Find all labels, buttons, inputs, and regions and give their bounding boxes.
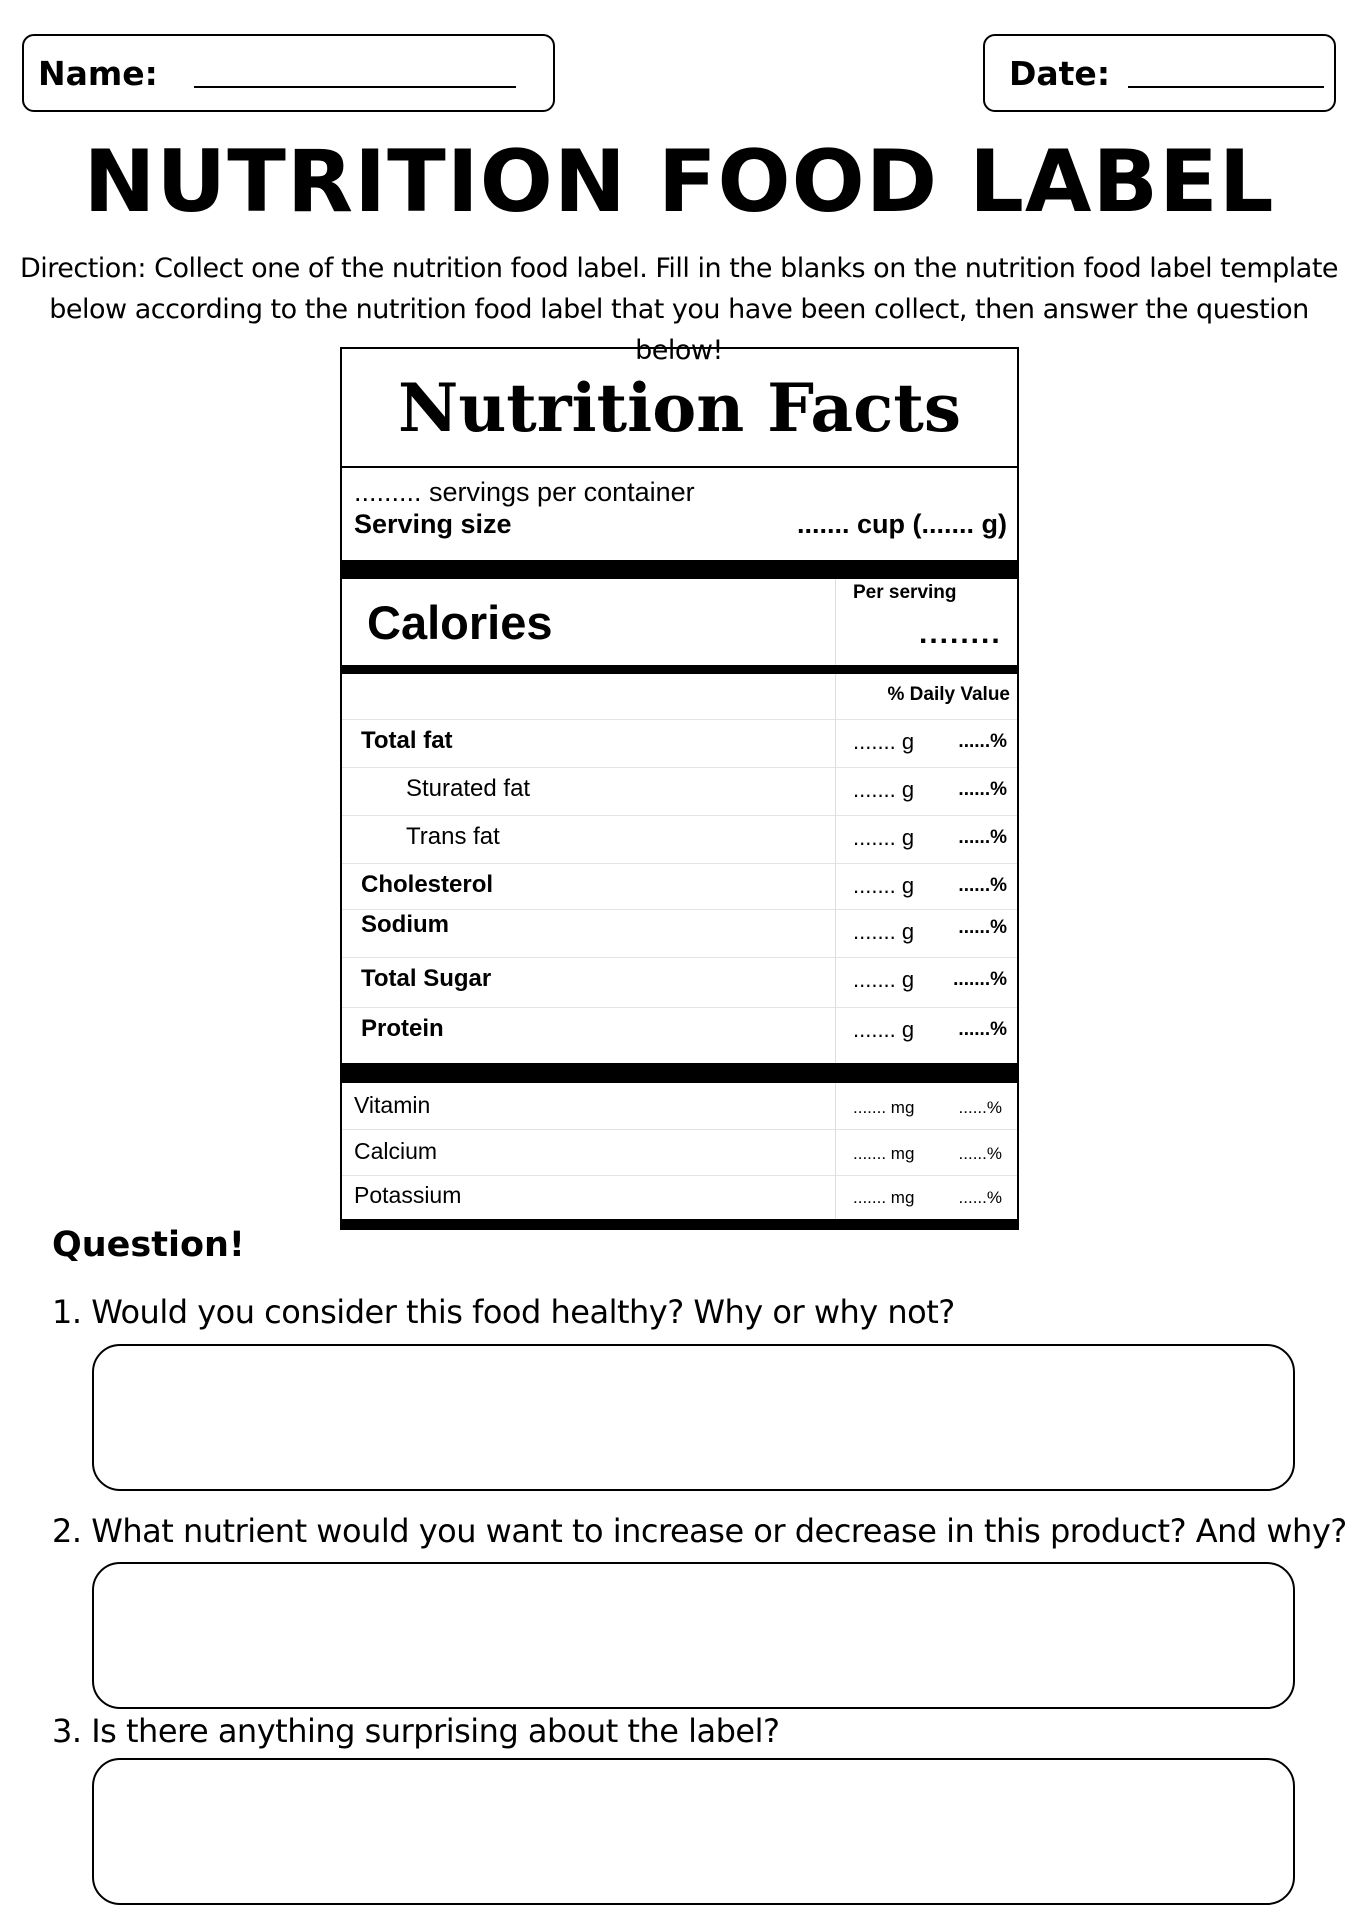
per-serving-label: Per serving [853, 582, 957, 603]
thick-divider [342, 1063, 1017, 1083]
vitamin-name: Vitamin [354, 1092, 431, 1118]
nutrient-percent: .......% [953, 969, 1007, 990]
question-3-answer-box[interactable] [92, 1758, 1295, 1905]
vitamin-percent: ......% [958, 1188, 1002, 1207]
calories-label: Calories [367, 596, 553, 649]
question-2-answer-box[interactable] [92, 1562, 1295, 1709]
vitamin-name: Calcium [354, 1138, 438, 1164]
bottom-divider [342, 1219, 1017, 1228]
daily-value-header: % Daily Value [887, 684, 1010, 705]
medium-divider [342, 665, 1017, 674]
nutrient-name: Sturated fat [406, 775, 531, 802]
vitamin-percent: ......% [958, 1144, 1002, 1163]
nutrient-percent: ......% [958, 917, 1007, 938]
question-heading: Question! [52, 1225, 245, 1265]
vitamin-name: Potassium [354, 1182, 462, 1208]
nutrient-percent: ......% [958, 1019, 1007, 1040]
question-2-text: 2. What nutrient would you want to increase or decrease in this product? And why? [52, 1512, 1347, 1550]
thick-divider [342, 560, 1017, 579]
nutrient-row-cholesterol [342, 863, 1017, 911]
nutrient-name: Total fat [361, 727, 453, 754]
vitamin-percent: ......% [958, 1098, 1002, 1117]
serving-size-value: ....... cup (....... g) [796, 509, 1007, 539]
nutrient-amount: ....... g [853, 777, 915, 802]
vitamin-amount: ....... mg [853, 1188, 915, 1207]
vitamin-amount: ....... mg [853, 1144, 915, 1163]
nutrient-amount: ....... g [853, 919, 915, 944]
page-title: NUTRITION FOOD LABEL [83, 132, 1275, 232]
nutrient-row-saturated-fat [342, 767, 1017, 815]
nutrient-name: Cholesterol [361, 871, 494, 898]
nutrient-row-sodium [342, 909, 1017, 957]
nutrient-amount: ....... g [853, 967, 915, 992]
name-blank-line[interactable] [194, 86, 516, 88]
direction-text: Direction: Collect one of the nutrition food label. Fill in the blanks on the nutrition food label template below according to the nutrition food label that you have been collect, then answer the question below! [19, 253, 1339, 366]
question-3-text: 3. Is there anything surprising about the label? [52, 1712, 780, 1750]
question-1-text: 1. Would you consider this food healthy? Why or why not? [52, 1293, 955, 1331]
nutrient-amount: ....... g [853, 729, 915, 754]
serving-size-label: Serving size [354, 509, 512, 539]
vitamin-amount: ....... mg [853, 1098, 915, 1117]
nutrient-name: Protein [361, 1015, 444, 1042]
nutrient-row-total-fat [342, 719, 1017, 767]
nutrient-name: Trans fat [406, 823, 500, 850]
date-field[interactable] [983, 34, 1336, 112]
nutrient-name: Sodium [361, 911, 449, 938]
servings-per-container: ......... servings per container [354, 477, 695, 507]
nutrient-percent: ......% [958, 779, 1007, 800]
nutrient-row-protein [342, 1007, 1017, 1055]
date-label: Date: [1009, 53, 1111, 93]
name-field[interactable] [22, 34, 555, 112]
nutrient-row-trans-fat [342, 815, 1017, 863]
calories-value: ........ [919, 617, 1002, 650]
vitamin-row-potassium [342, 1173, 1017, 1219]
nutrient-percent: ......% [958, 827, 1007, 848]
nutrient-amount: ....... g [853, 825, 915, 850]
nutrient-row-total-sugar [342, 957, 1017, 1005]
nutrient-name: Total Sugar [361, 965, 492, 992]
vitamin-row-vitamin [342, 1083, 1017, 1129]
nutrient-percent: ......% [958, 731, 1007, 752]
question-1-answer-box[interactable] [92, 1344, 1295, 1491]
nutrient-amount: ....... g [853, 873, 915, 898]
nutrition-facts-title: Nutrition Facts [342, 349, 1017, 468]
nutrient-amount: ....... g [853, 1017, 915, 1042]
name-label: Name: [38, 53, 158, 93]
nutrition-facts-label [340, 347, 1019, 1230]
date-blank-line[interactable] [1128, 86, 1324, 88]
vitamin-row-calcium [342, 1129, 1017, 1175]
nutrient-percent: ......% [958, 875, 1007, 896]
